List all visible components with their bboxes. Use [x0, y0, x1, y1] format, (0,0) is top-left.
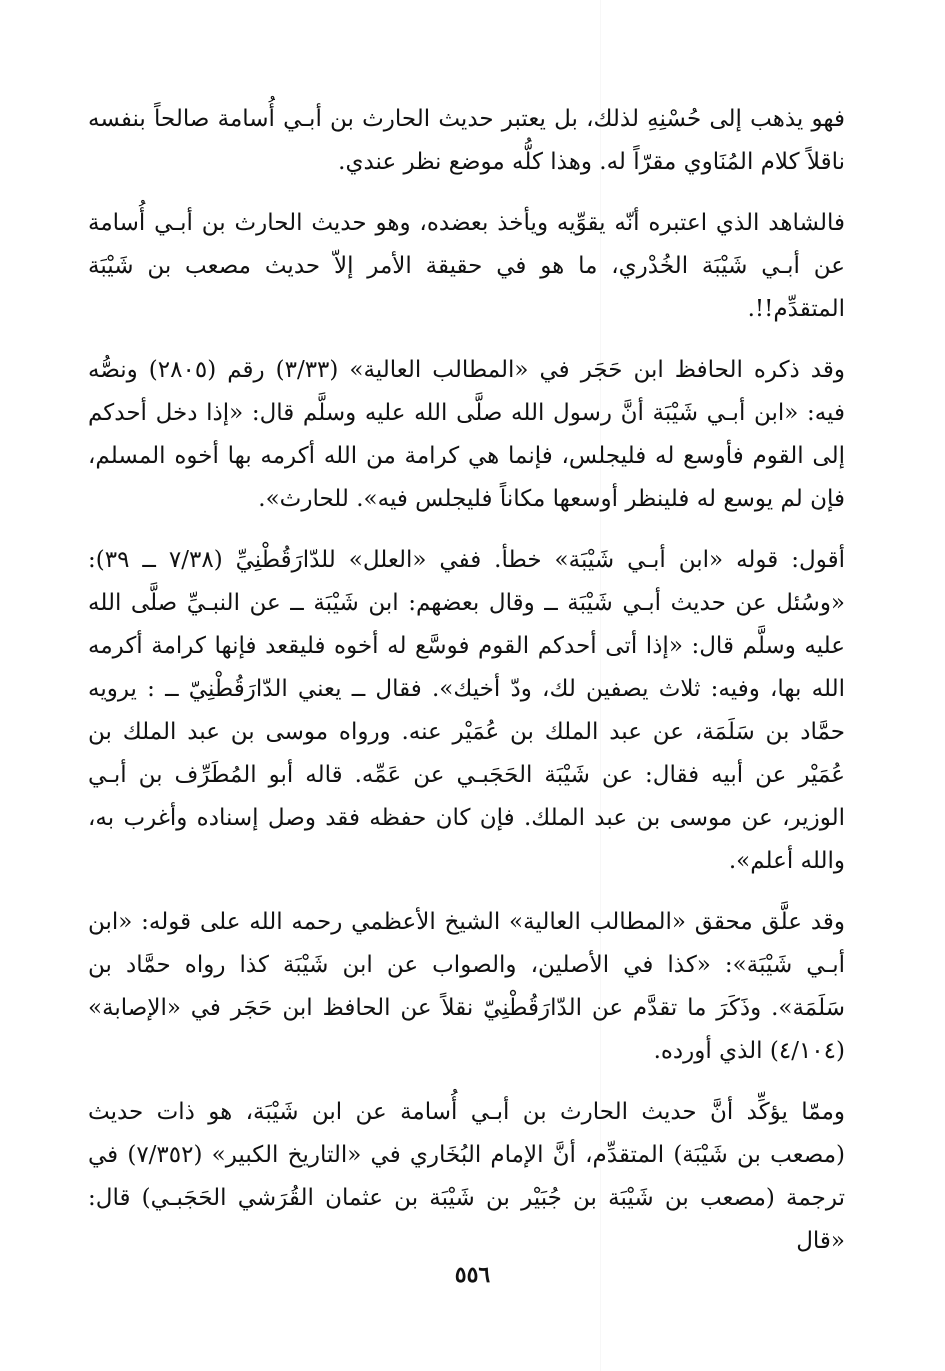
- paragraph-6: وممّا يؤكِّد أنَّ حديث الحارث بن أبـي أُسامة عن ابن شَيْبَة، هو ذات حديث (مصعب بن شَيْبَة) المتقدِّم، أنَّ الإمام البُخَاري في «التاريخ الكبير» (٧/٣٥٢) في ترجمة (مصعب بن شَيْبَة بن جُبَيْر بن شَيْبَة بن عثمان القُرَشي الحَجَبـي) قال: «قال: [88, 1099, 845, 1254]
- paragraph-1: فهو يذهب إلى حُسْنِهِ لذلك، بل يعتبر حديث الحارث بن أبـي أُسامة صالحاً بنفسه ناقلاً كلام المُنَاوي مقرّاً له. وهذا كلُّه موضع نظر عندي.: [88, 106, 845, 175]
- page-number: ٥٥٦: [454, 1262, 491, 1288]
- paragraph-3: وقد ذكره الحافظ ابن حَجَر في «المطالب العالية» (٣/٣٣) رقم (٢٨٠٥) ونصُّه فيه: «ابن أبـي شَيْبَة أنَّ رسول الله صلَّى الله عليه وسلَّم قال: «إذا دخل أحدكم إلى القوم فأوسع له فليجلس، فإنما هي كرامة من الله أكرمه بها أخوه المسلم، فإن لم يوسع له فلينظر أوسعها مكاناً فليجلس فيه». للحارث».: [88, 357, 845, 512]
- body-text: [88, 98, 845, 1281]
- paragraph-2: فالشاهد الذي اعتبره أنّه يقوِّيه ويأخذ بعضده، وهو حديث الحارث بن أبـي أُسامة عن أبـي شَيْبَة الخُدْري، ما هو في حقيقة الأمر إلاّ حديث مصعب بن شَيْبَة المتقدِّم!!.: [88, 210, 845, 322]
- paragraph-4: أقول: قوله «ابن أبـي شَيْبَة» خطأ. ففي «العلل» للدّارَقُطْنِيِّ (٧/٣٨ ــ ٣٩): «وسُئل عن حديث أبـي شَيْبَة ــ وقال بعضهم: ابن شَيْبَة ــ عن النبـيِّ صلَّى الله عليه وسلَّم قال: «إذا أتى أحدكم القوم فوسَّع له أخوه فليقعد فإنها كرامة أكرمه الله بها، وفيه: ثلاث يصفين لك، ودّ أخيك». فقال ــ يعني الدّارَقُطْنِيّ ــ : يرويه حمَّاد بن سَلَمَة، عن عبد الملك بن عُمَيْر عنه. ورواه موسى بن عبد الملك بن عُمَيْر عن أبيه فقال: عن شَيْبَة الحَجَبـي عن عَمِّه. قاله أبو المُطَرِّف بن أبـي الوزير، عن موسى بن عبد الملك. فإن كان حفظه فقد وصل إسناده وأغرب به، والله أعلم».: [88, 547, 845, 874]
- paragraph-5: وقد علَّق محقق «المطالب العالية» الشيخ الأعظمي رحمه الله على قوله: «ابن أبـي شَيْبَة»: «كذا في الأصلين، والصواب عن ابن شَيْبَة كذا رواه حمَّاد بن سَلَمَة». وذَكَرَ ما تقدَّم عن الدّارَقُطْنِيّ نقلاً عن الحافظ ابن حَجَر في «الإصابة» (٤/١٠٤) الذي أورده.: [88, 909, 845, 1064]
